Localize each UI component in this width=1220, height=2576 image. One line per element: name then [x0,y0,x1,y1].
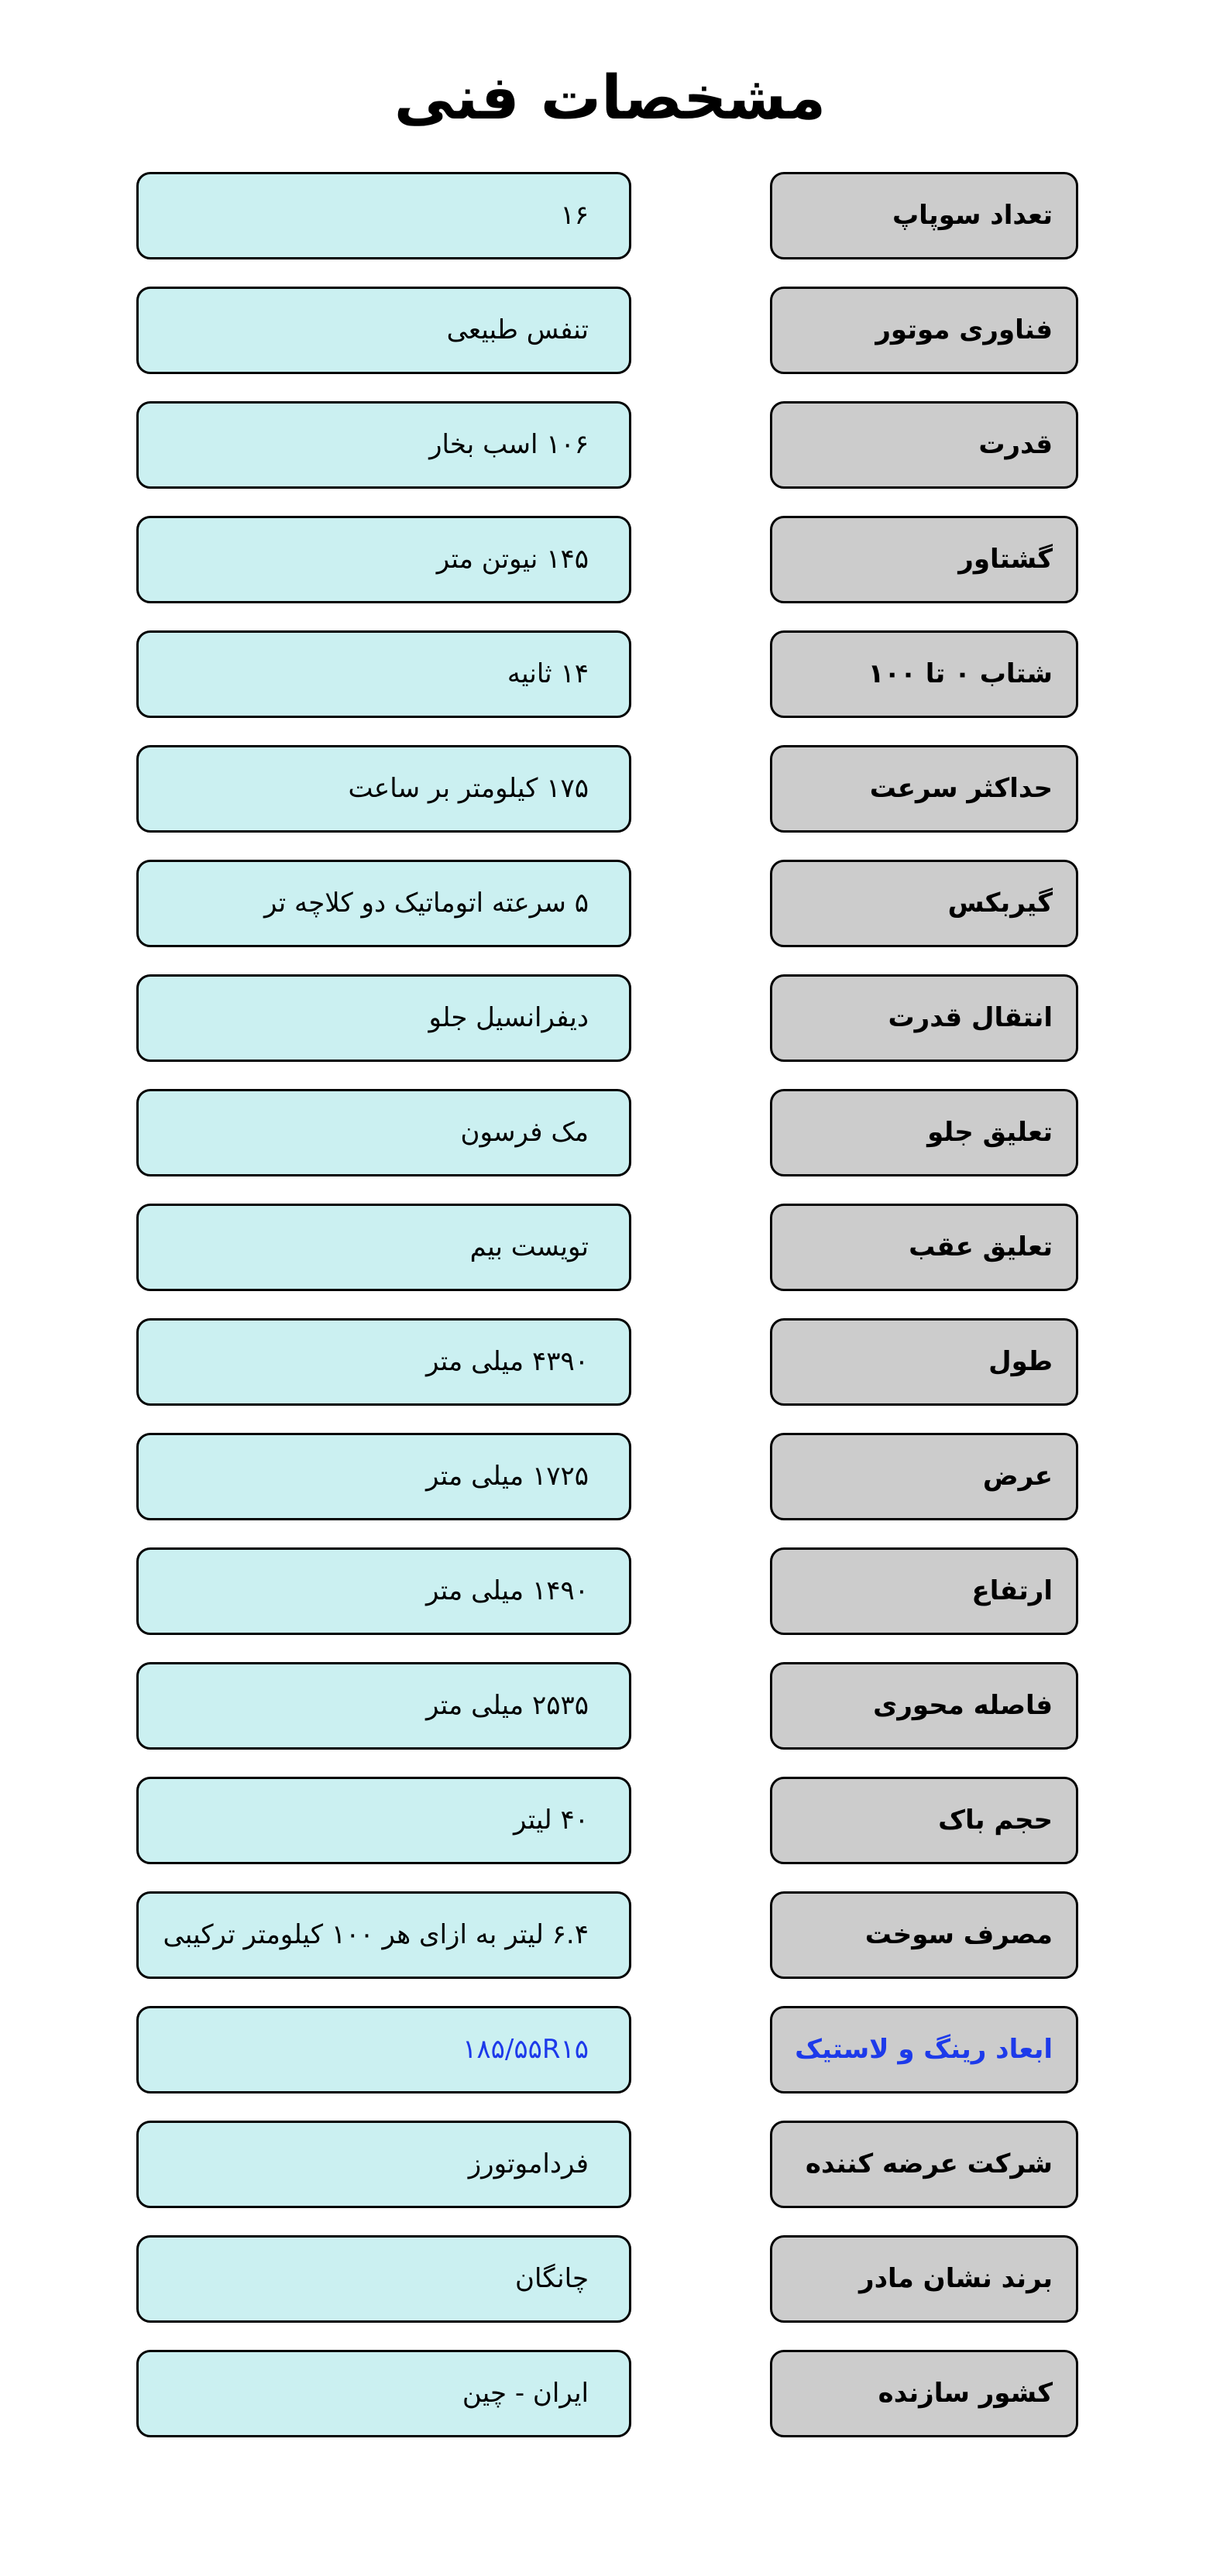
spec-value: دیفرانسیل جلو [136,974,631,1062]
spec-row-parent-brand [0,2235,1220,2326]
spec-value: ۱۰۶ اسب بخار [136,401,631,489]
spec-label: ارتفاع [770,1547,1078,1635]
spec-value: مک فرسون [136,1089,631,1176]
spec-row-front-suspension [0,1089,1220,1180]
spec-row-tank-volume [0,1777,1220,1867]
spec-label: حجم باک [770,1777,1078,1864]
spec-label: گیربکس [770,860,1078,947]
spec-row-country [0,2350,1220,2440]
spec-row-gearbox [0,860,1220,950]
spec-row-top-speed [0,745,1220,836]
spec-row-power [0,401,1220,492]
spec-label: حداکثر سرعت [770,745,1078,833]
spec-label: تعلیق جلو [770,1089,1078,1176]
spec-row-fuel-consumption [0,1891,1220,1982]
spec-value: چانگان [136,2235,631,2323]
spec-label: تعداد سوپاپ [770,172,1078,259]
spec-row-length [0,1318,1220,1409]
spec-label: مصرف سوخت [770,1891,1078,1979]
spec-value: ایران - چین [136,2350,631,2437]
spec-label: شرکت عرضه کننده [770,2121,1078,2208]
spec-value: ۱۷۵ کیلومتر بر ساعت [136,745,631,833]
spec-row-rear-suspension [0,1204,1220,1294]
spec-table [0,172,1220,2464]
spec-label: تعلیق عقب [770,1204,1078,1291]
spec-row-engine-tech [0,287,1220,377]
spec-value: تویست بیم [136,1204,631,1291]
spec-value: تنفس طبیعی [136,287,631,374]
spec-value: ۱۷۲۵ میلی متر [136,1433,631,1520]
spec-row-wheelbase [0,1662,1220,1753]
spec-row-width [0,1433,1220,1523]
spec-label: انتقال قدرت [770,974,1078,1062]
spec-row-drivetrain [0,974,1220,1065]
spec-label: طول [770,1318,1078,1406]
spec-value: ۲۵۳۵ میلی متر [136,1662,631,1750]
spec-label: شتاب ۰ تا ۱۰۰ [770,630,1078,718]
spec-label: کشور سازنده [770,2350,1078,2437]
spec-value: ۱۶ [136,172,631,259]
spec-value: ۱۴ ثانیه [136,630,631,718]
spec-value: ۱۴۹۰ میلی متر [136,1547,631,1635]
spec-value: ۴۰ لیتر [136,1777,631,1864]
spec-value: ۱۴۵ نیوتن متر [136,516,631,603]
spec-value: ۴۳۹۰ میلی متر [136,1318,631,1406]
tire-size-value-link[interactable]: ۱۸۵/۵۵R۱۵ [462,2034,589,2065]
spec-value: فرداموتورز [136,2121,631,2208]
spec-row-supplier [0,2121,1220,2211]
spec-row-height [0,1547,1220,1638]
spec-label: فناوری موتور [770,287,1078,374]
spec-label: فاصله محوری [770,1662,1078,1750]
page-title: مشخصات فنی [393,64,827,133]
spec-value: ۵ سرعته اتوماتیک دو کلاچه تر [136,860,631,947]
spec-row-tire-size [0,2006,1220,2097]
spec-label: عرض [770,1433,1078,1520]
spec-label: قدرت [770,401,1078,489]
tire-size-label-link[interactable]: ابعاد رینگ و لاستیک [795,2034,1053,2065]
spec-row-valves [0,172,1220,263]
spec-label [770,2006,1078,2093]
spec-row-torque [0,516,1220,606]
spec-value [136,2006,631,2093]
spec-label: گشتاور [770,516,1078,603]
spec-label: برند نشان مادر [770,2235,1078,2323]
spec-value: ۶.۴ لیتر به ازای هر ۱۰۰ کیلومتر ترکیبی [136,1891,631,1979]
spec-row-acceleration [0,630,1220,721]
